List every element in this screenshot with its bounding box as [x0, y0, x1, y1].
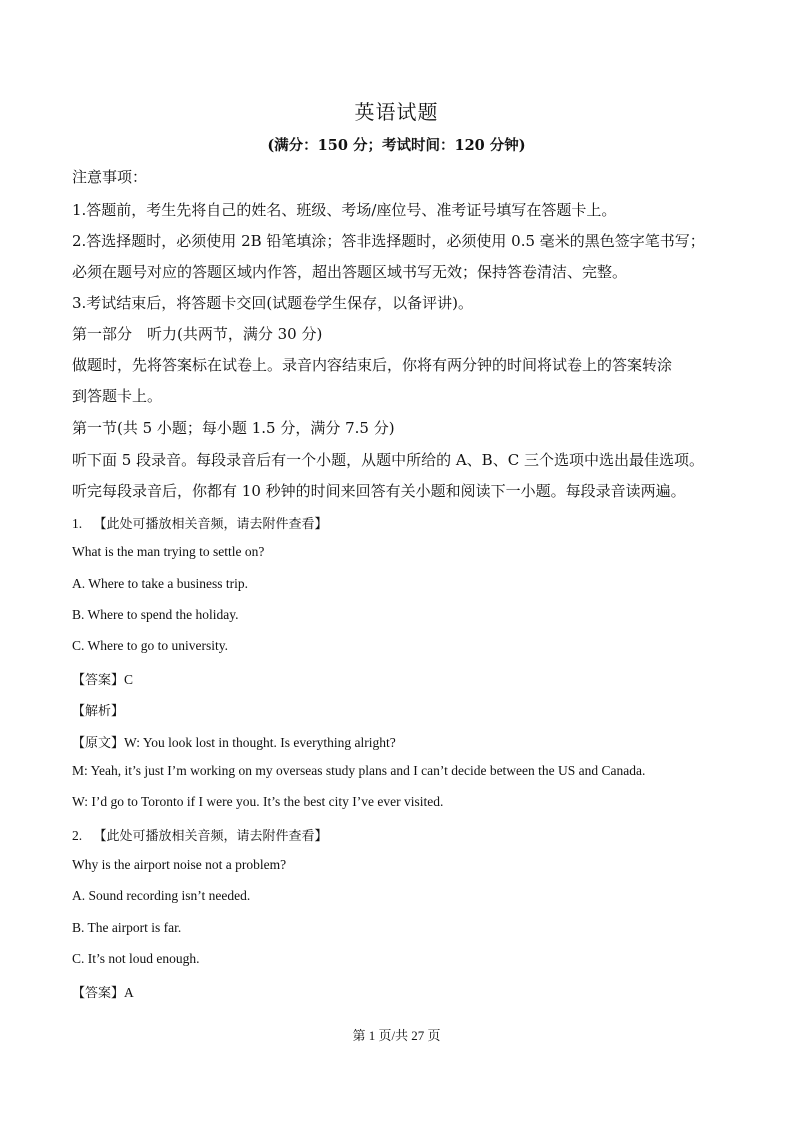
notice-item-2: 2.答选择题时，必须使用 2B 铅笔填涂；答非选择题时，必须使用 0.5 毫米的黑色签字笔书写；: [72, 232, 705, 250]
question-2-answer: [72, 982, 134, 1001]
question-2-header: [72, 825, 328, 844]
exam-subtitle: (满分：150 分；考试时间：120 分钟): [267, 137, 526, 154]
page-footer: 第 1 页/共 27 页: [352, 1028, 441, 1043]
section1-instruction-line-2: 听完每段录音后，你都有 10 秒钟的时间来回答有关小题和阅读下一小题。每段录音读两遍。: [72, 482, 686, 500]
question-1-transcript-line-2: M: Yeah, it’s just I’m working on my overseas study plans and I can’t decide between the US and Canada.: [72, 763, 646, 778]
answer-label: 【答案】: [72, 673, 125, 688]
question-1-transcript-line-1: [72, 732, 396, 751]
question-1-transcript-line-3: W: I’d go to Toronto if I were you. It’s the best city I’ve ever visited.: [72, 794, 444, 809]
notice-item-3: 3.考试结束后，将答题卡交回(试题卷学生保存，以备评讲)。: [72, 294, 474, 312]
question-2-option-b: B. The airport is far.: [72, 920, 182, 935]
audio-note[interactable]: 【此处可播放相关音频，请去附件查看】: [93, 517, 328, 532]
question-1-answer: [72, 669, 133, 688]
question-1-option-a: A. Where to take a business trip.: [72, 576, 248, 591]
question-number: 2.: [72, 828, 83, 843]
notice-item-1: 1.答题前，考生先将自己的姓名、班级、考场/座位号、准考证号填写在答题卡上。: [72, 201, 617, 219]
part1-heading: 第一部分 听力(共两节，满分 30 分): [72, 325, 323, 343]
transcript-label: 【原文】: [72, 736, 125, 751]
part1-instruction-line-1: 做题时，先将答案标在试卷上。录音内容结束后，你将有两分钟的时间将试卷上的答案转涂: [72, 356, 673, 374]
question-1-header: [72, 513, 328, 532]
question-2-option-c: C. It’s not loud enough.: [72, 951, 200, 966]
notice-heading: 注意事项：: [72, 168, 148, 186]
question-number: 1.: [72, 516, 83, 531]
answer-value: C: [124, 672, 134, 687]
question-2-text: Why is the airport noise not a problem?: [72, 857, 287, 872]
part1-instruction-line-2: 到答题卡上。: [72, 387, 163, 405]
answer-label: 【答案】: [72, 986, 125, 1001]
analysis-label: 【解析】: [72, 704, 125, 719]
page-title: 英语试题: [354, 100, 439, 124]
question-1-analysis-label: [72, 700, 124, 719]
section1-heading: 第一节(共 5 小题；每小题 1.5 分，满分 7.5 分): [72, 419, 395, 437]
notice-item-2-continued: 必须在题号对应的答题区域内作答，超出答题区域书写无效；保持答卷清洁、完整。: [72, 263, 628, 281]
audio-note[interactable]: 【此处可播放相关音频，请去附件查看】: [93, 829, 328, 844]
section1-instruction-line-1: 听下面 5 段录音。每段录音后有一个小题，从题中所给的 A、B、C 三个选项中选出最佳选项。: [72, 451, 704, 469]
transcript-text: W: You look lost in thought. Is everything alright?: [124, 735, 396, 750]
answer-value: A: [124, 985, 134, 1000]
question-1-option-b: B. Where to spend the holiday.: [72, 607, 239, 622]
question-1-option-c: C. Where to go to university.: [72, 638, 228, 653]
question-1-text: What is the man trying to settle on?: [72, 544, 265, 559]
question-2-option-a: A. Sound recording isn’t needed.: [72, 888, 251, 903]
